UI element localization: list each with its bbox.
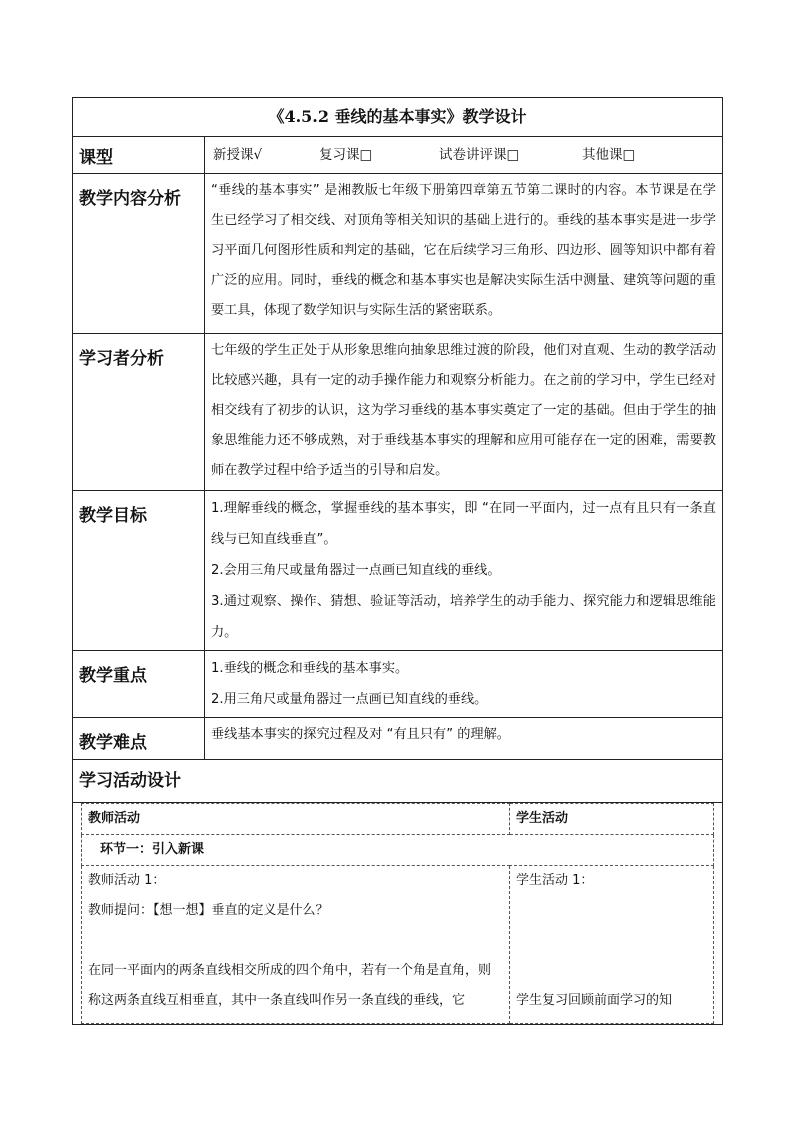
key-points-label: 教学重点	[73, 651, 205, 718]
key-point-item: 1.垂线的概念和垂线的基本事实。	[211, 661, 409, 676]
goal-item: 1.理解垂线的概念，掌握垂线的基本事实，即 “在同一平面内，过一点有且只有一条直线与已知直线垂直”。	[211, 501, 716, 547]
content-analysis-text: “垂线的基本事实” 是湘教版七年级下册第四章第五节第二课时的内容。本节课是在学生已经学习了相交线、对顶角等相关知识的基础上进行的。垂线的基本事实是进一步学习平面几何图形性质和判定的基础，它在后续学习三角形、四边形、圆等知识中都有着广泛的应用。同时，垂线的概念和基本事实也是解决实际生活中测量、建筑等问题的重要工具，体现了数学知识与实际生活的紧密联系。	[205, 174, 723, 334]
goals-label: 教学目标	[73, 491, 205, 651]
goal-item: 2.会用三角尺或量角器过一点画已知直线的垂线。	[211, 563, 501, 578]
key-point-item: 2.用三角尺或量角器过一点画已知直线的垂线。	[211, 692, 488, 707]
student-line: 学生复习回顾前面学习的知	[516, 993, 673, 1008]
student-activity-header: 学生活动	[510, 804, 714, 835]
course-type-review: 复习课□	[319, 147, 373, 163]
course-type-options	[205, 137, 723, 174]
learner-analysis-label: 学习者分析	[73, 334, 205, 491]
course-type-other: 其他课□	[582, 147, 636, 163]
teacher-line	[88, 926, 503, 956]
teacher-activity-cell	[82, 866, 510, 1024]
difficulties-label: 教学难点	[73, 718, 205, 760]
stage-one-title: 环节一：引入新课	[82, 835, 714, 866]
lesson-plan-document	[72, 97, 722, 1025]
course-type-exam-review: 试卷讲评课□	[439, 147, 520, 163]
teacher-line: 教师提问：【想一想】垂直的定义是什么？	[88, 903, 329, 918]
goals-list	[205, 491, 723, 651]
learner-analysis-text: 七年级的学生正处于从形象思维向抽象思维过渡的阶段，他们对直观、生动的教学活动比较感兴趣，具有一定的动手操作能力和观察分析能力。在之前的学习中，学生已经对相交线有了初步的认识，这为学习垂线的基本事实奠定了一定的基础。但由于学生的抽象思维能力还不够成熟，对于垂线基本事实的理解和应用可能存在一定的困难，需要教师在教学过程中给予适当的引导和启发。	[205, 334, 723, 491]
teacher-line: 在同一平面内的两条直线相交所成的四个角中，若有一个角是直角，则称这两条直线互相垂直，其中一条直线叫作另一条直线的垂线，它	[88, 963, 492, 1008]
teacher-activity-header: 教师活动	[82, 804, 510, 835]
difficulties-text: 垂线基本事实的探究过程及对 “有且只有” 的理解。	[205, 718, 723, 760]
content-analysis-label: 教学内容分析	[73, 174, 205, 334]
activity-design-title: 学习活动设计	[73, 760, 723, 803]
key-points-list	[205, 651, 723, 718]
activity-design-area	[73, 803, 723, 1025]
teacher-line: 教师活动 1：	[88, 873, 166, 888]
goal-item: 3.通过观察、操作、猜想、验证等活动，培养学生的动手能力、探究能力和逻辑思维能力。	[211, 594, 716, 640]
document-title: 《4.5.2 垂线的基本事实》教学设计	[73, 98, 723, 137]
lesson-plan-table	[72, 97, 723, 1025]
student-line: 学生活动 1：	[516, 873, 594, 888]
course-type-label: 课型	[73, 137, 205, 174]
activity-table	[81, 803, 714, 1024]
course-type-new: 新授课√	[213, 147, 263, 163]
student-activity-cell	[510, 866, 714, 1024]
